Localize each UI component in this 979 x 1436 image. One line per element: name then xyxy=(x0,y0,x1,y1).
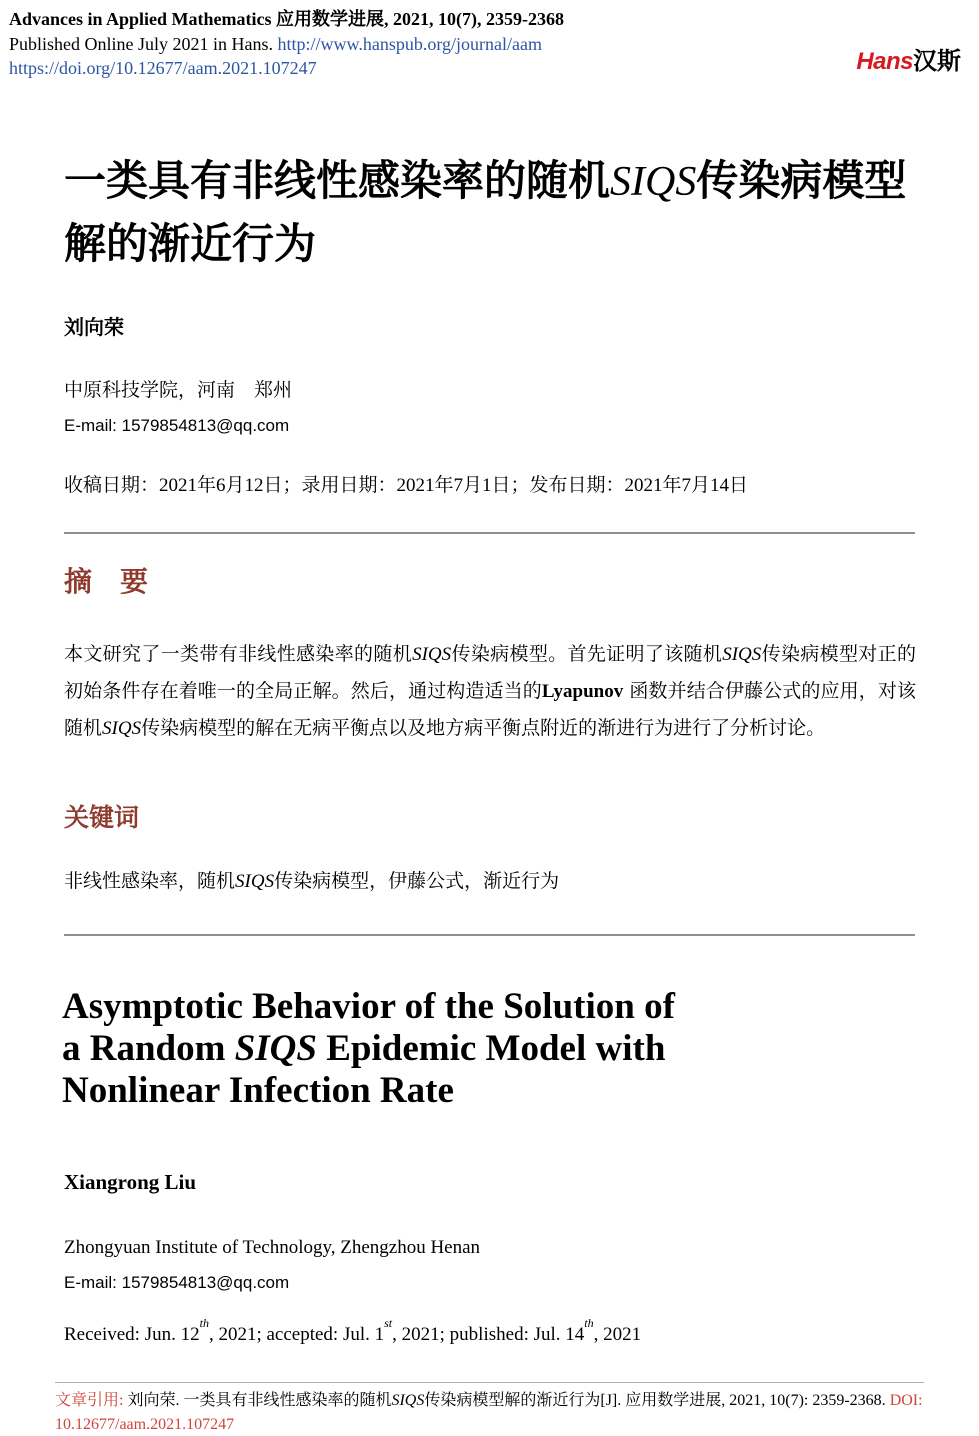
en-title-line2-part1: a Random xyxy=(62,1028,235,1069)
chinese-title xyxy=(64,150,916,274)
received-sup-3: th xyxy=(584,1316,594,1331)
english-title xyxy=(62,986,947,1112)
english-affiliation-block xyxy=(64,1234,480,1297)
journal-header xyxy=(9,7,564,81)
chinese-author-name: 刘向荣 xyxy=(64,315,124,339)
abstract-text-1: 本文研究了一类带有非线性感染率的随机 xyxy=(64,643,413,665)
received-sup-1: th xyxy=(199,1316,209,1331)
journal-url-link[interactable]: http://www.hanspub.org/journal/aam xyxy=(277,33,542,54)
received-text-2: , 2021; accepted: Jul. 1 xyxy=(208,1324,385,1345)
english-email-text: E-mail: 1579854813@qq.com xyxy=(64,1273,290,1292)
doi-line xyxy=(9,56,564,81)
en-title-line1: Asymptotic Behavior of the Solution of xyxy=(62,986,675,1027)
citation-text-2: 传染病模型解的渐近行为[J]. 应用数学进展, 2021, 10(7): 2359-2368. xyxy=(424,1392,890,1409)
received-text-1: Received: Jun. 12 xyxy=(64,1324,200,1345)
chinese-email-text: E-mail: 1579854813@qq.com xyxy=(64,416,290,435)
keywords-text-2: 传染病模型，伊藤公式，渐近行为 xyxy=(274,870,560,892)
abstract-heading: 摘 要 xyxy=(64,565,149,598)
hans-publisher-logo xyxy=(856,41,961,76)
chinese-affiliation-block xyxy=(64,377,292,440)
citation-doi-link[interactable]: DOI: 10.12677/aam.2021.107247 xyxy=(55,1392,923,1433)
journal-citation-line: Advances in Applied Mathematics 应用数学进展, 2021, 10(7), 2359-2368 xyxy=(9,9,564,29)
received-text-4: , 2021 xyxy=(593,1324,642,1345)
received-text-3: , 2021; published: Jul. 14 xyxy=(392,1324,585,1345)
abstract-text-5: 传染病模型的解在无病平衡点以及地方病平衡点附近的渐进行为进行了分析讨论。 xyxy=(141,717,826,739)
english-affiliation-text: Zhongyuan Institute of Technology, Zhengzhou Henan xyxy=(64,1237,481,1258)
english-dates-line xyxy=(64,1316,642,1346)
hans-logo-latin-text: Hans xyxy=(856,48,913,75)
received-sup-2: st xyxy=(384,1316,393,1331)
abstract-math-siqs-2: SIQS xyxy=(722,644,762,665)
abstract-lyapunov-text: Lyapunov xyxy=(541,681,624,702)
keywords-text-1: 非线性感染率，随机 xyxy=(64,870,236,892)
abstract-text-4: 函数并结合伊藤公式的应用，对该随机 xyxy=(64,680,916,739)
citation-label: 文章引用: xyxy=(55,1392,124,1409)
keywords-heading: 关键词 xyxy=(64,803,140,832)
citation-math-siqs: SIQS xyxy=(391,1392,425,1409)
en-title-line3: Nonlinear Infection Rate xyxy=(62,1070,454,1111)
en-title-line2 xyxy=(62,1028,947,1070)
divider-rule-bottom xyxy=(64,934,915,936)
chinese-dates-line: 收稿日期：2021年6月12日；录用日期：2021年7月1日；发布日期：2021年7月14日 xyxy=(64,475,749,496)
keywords-math-siqs: SIQS xyxy=(235,871,275,892)
published-online-text: Published Online July 2021 in Hans. xyxy=(9,33,278,54)
published-online-line xyxy=(9,32,564,57)
abstract-paragraph xyxy=(64,636,916,747)
chinese-affiliation-text: 中原科技学院，河南 郑州 xyxy=(64,380,293,401)
zh-title-math-siqs: SIQS xyxy=(610,159,697,205)
abstract-math-siqs-1: SIQS xyxy=(412,644,452,665)
citation-text-1: 刘向荣. 一类具有非线性感染率的随机 xyxy=(123,1392,392,1409)
zh-title-part2: 传染病模型解的渐近行为 xyxy=(64,156,907,268)
en-title-line2-part2: Epidemic Model with xyxy=(316,1028,666,1069)
abstract-math-siqs-3: SIQS xyxy=(102,718,142,739)
keywords-line xyxy=(64,865,916,898)
footer-divider-rule xyxy=(55,1382,924,1383)
zh-title-part1: 一类具有非线性感染率的随机 xyxy=(64,156,611,205)
hans-logo-hanzi-text: 汉斯 xyxy=(913,47,961,75)
citation-footer xyxy=(55,1389,927,1436)
abstract-text-2: 传染病模型。首先证明了该随机 xyxy=(451,643,723,665)
english-author-name: Xiangrong Liu xyxy=(64,1170,197,1194)
abstract-text-3: 传染病模型对正的初始条件存在着唯一的全局正解。然后，通过构造适当的 xyxy=(64,643,916,702)
en-title-math-siqs: SIQS xyxy=(234,1028,317,1069)
doi-url-link[interactable]: https://doi.org/10.12677/aam.2021.107247 xyxy=(9,58,317,78)
divider-rule-top xyxy=(64,532,915,534)
